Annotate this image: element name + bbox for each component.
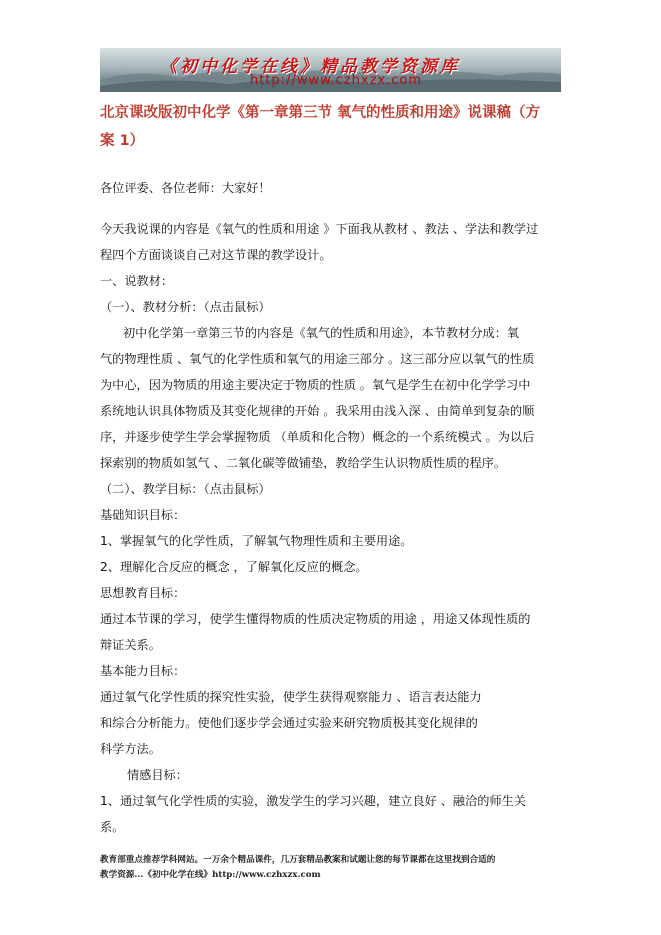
document-title-line-2: 案 1） <box>100 133 145 149</box>
footer <box>100 853 570 883</box>
goal-heading: 思想教育目标： <box>100 586 186 600</box>
greeting: 各位评委、各位老师：大家好！ <box>100 181 271 195</box>
goal-heading: 情感目标： <box>127 768 188 782</box>
list-item: 1、掌握氧气的化学性质，了解氧气物理性质和主要用途。 <box>100 534 413 548</box>
subsection-heading: （一）、教材分析：（点击鼠标） <box>100 300 271 314</box>
goal-heading: 基础知识目标： <box>100 508 186 522</box>
banner-url[interactable]: http://www.czhxzx.com <box>250 73 422 88</box>
list-item: 2、理解化合反应的概念 ，了解氧化反应的概念。 <box>100 560 368 574</box>
banner-title: 《初中化学在线》精品教学资源库 <box>160 57 460 77</box>
paragraph-line: 科学方法。 <box>100 742 161 756</box>
paragraph-line: 探索别的物质如氢气 、二氧化碳等做铺垫，教给学生认识物质性质的程序。 <box>100 456 507 470</box>
footer-line-2[interactable]: 教学资源...《初中化学在线》http://www.czhxzx.com <box>100 870 321 880</box>
paragraph-line: 序，并逐步使学生学会掌握物质 （单质和化合物）概念的一个系统模式 。为以后 <box>100 430 535 444</box>
paragraph-line: 今天我说课的内容是《氧气的性质和用途 》下面我从教材 、教法 、学法和教学过 <box>100 222 539 236</box>
subsection-heading: （二）、教学目标：（点击鼠标） <box>100 482 271 496</box>
paragraph-line: 程四个方面谈谈自己对这节课的教学设计。 <box>100 248 332 262</box>
paragraph-line: 气的物理性质 、氧气的化学性质和氧气的用途三部分 。这三部分应以氧气的性质 <box>100 352 535 366</box>
paragraph-line: 辩证关系。 <box>100 638 161 652</box>
paragraph-line: 为中心，因为物质的用途主要决定于物质的性质 。氧气是学生在初中化学学习中 <box>100 378 531 392</box>
paragraph-line: 通过本节课的学习，使学生懂得物质的性质决定物质的用途 ，用途又体现性质的 <box>100 612 531 626</box>
section-heading: 一、说教材： <box>100 274 174 288</box>
document-title-line-1: 北京课改版初中化学《第一章第三节 氧气的性质和用途》说课稿（方 <box>100 105 541 121</box>
goal-heading: 基本能力目标： <box>100 664 186 678</box>
footer-line-1: 教育部重点推荐学科网站。一万余个精品课件，几万套精品教案和试题让您的每节课都在这里找到合适的 <box>100 855 496 865</box>
paragraph-line: 系统地认识具体物质及其变化规律的开始 。我采用由浅入深 、由简单到复杂的顺 <box>100 404 535 418</box>
list-item: 1、通过氧气化学性质的实验，激发学生的学习兴趣，建立良好 、融洽的师生关 <box>100 794 527 808</box>
paragraph-line: 系。 <box>100 820 125 834</box>
paragraph-line: 初中化学第一章第三节的内容是《氧气的性质和用途》，本节教材分成：氧 <box>123 326 520 340</box>
paragraph-line: 和综合分析能力。使他们逐步学会通过实验来研究物质极其变化规律的 <box>100 716 478 730</box>
banner <box>100 48 561 92</box>
paragraph-line: 通过氧气化学性质的探究性实验，使学生获得观察能力 、语言表达能力 <box>100 690 482 704</box>
document-title <box>100 99 565 155</box>
